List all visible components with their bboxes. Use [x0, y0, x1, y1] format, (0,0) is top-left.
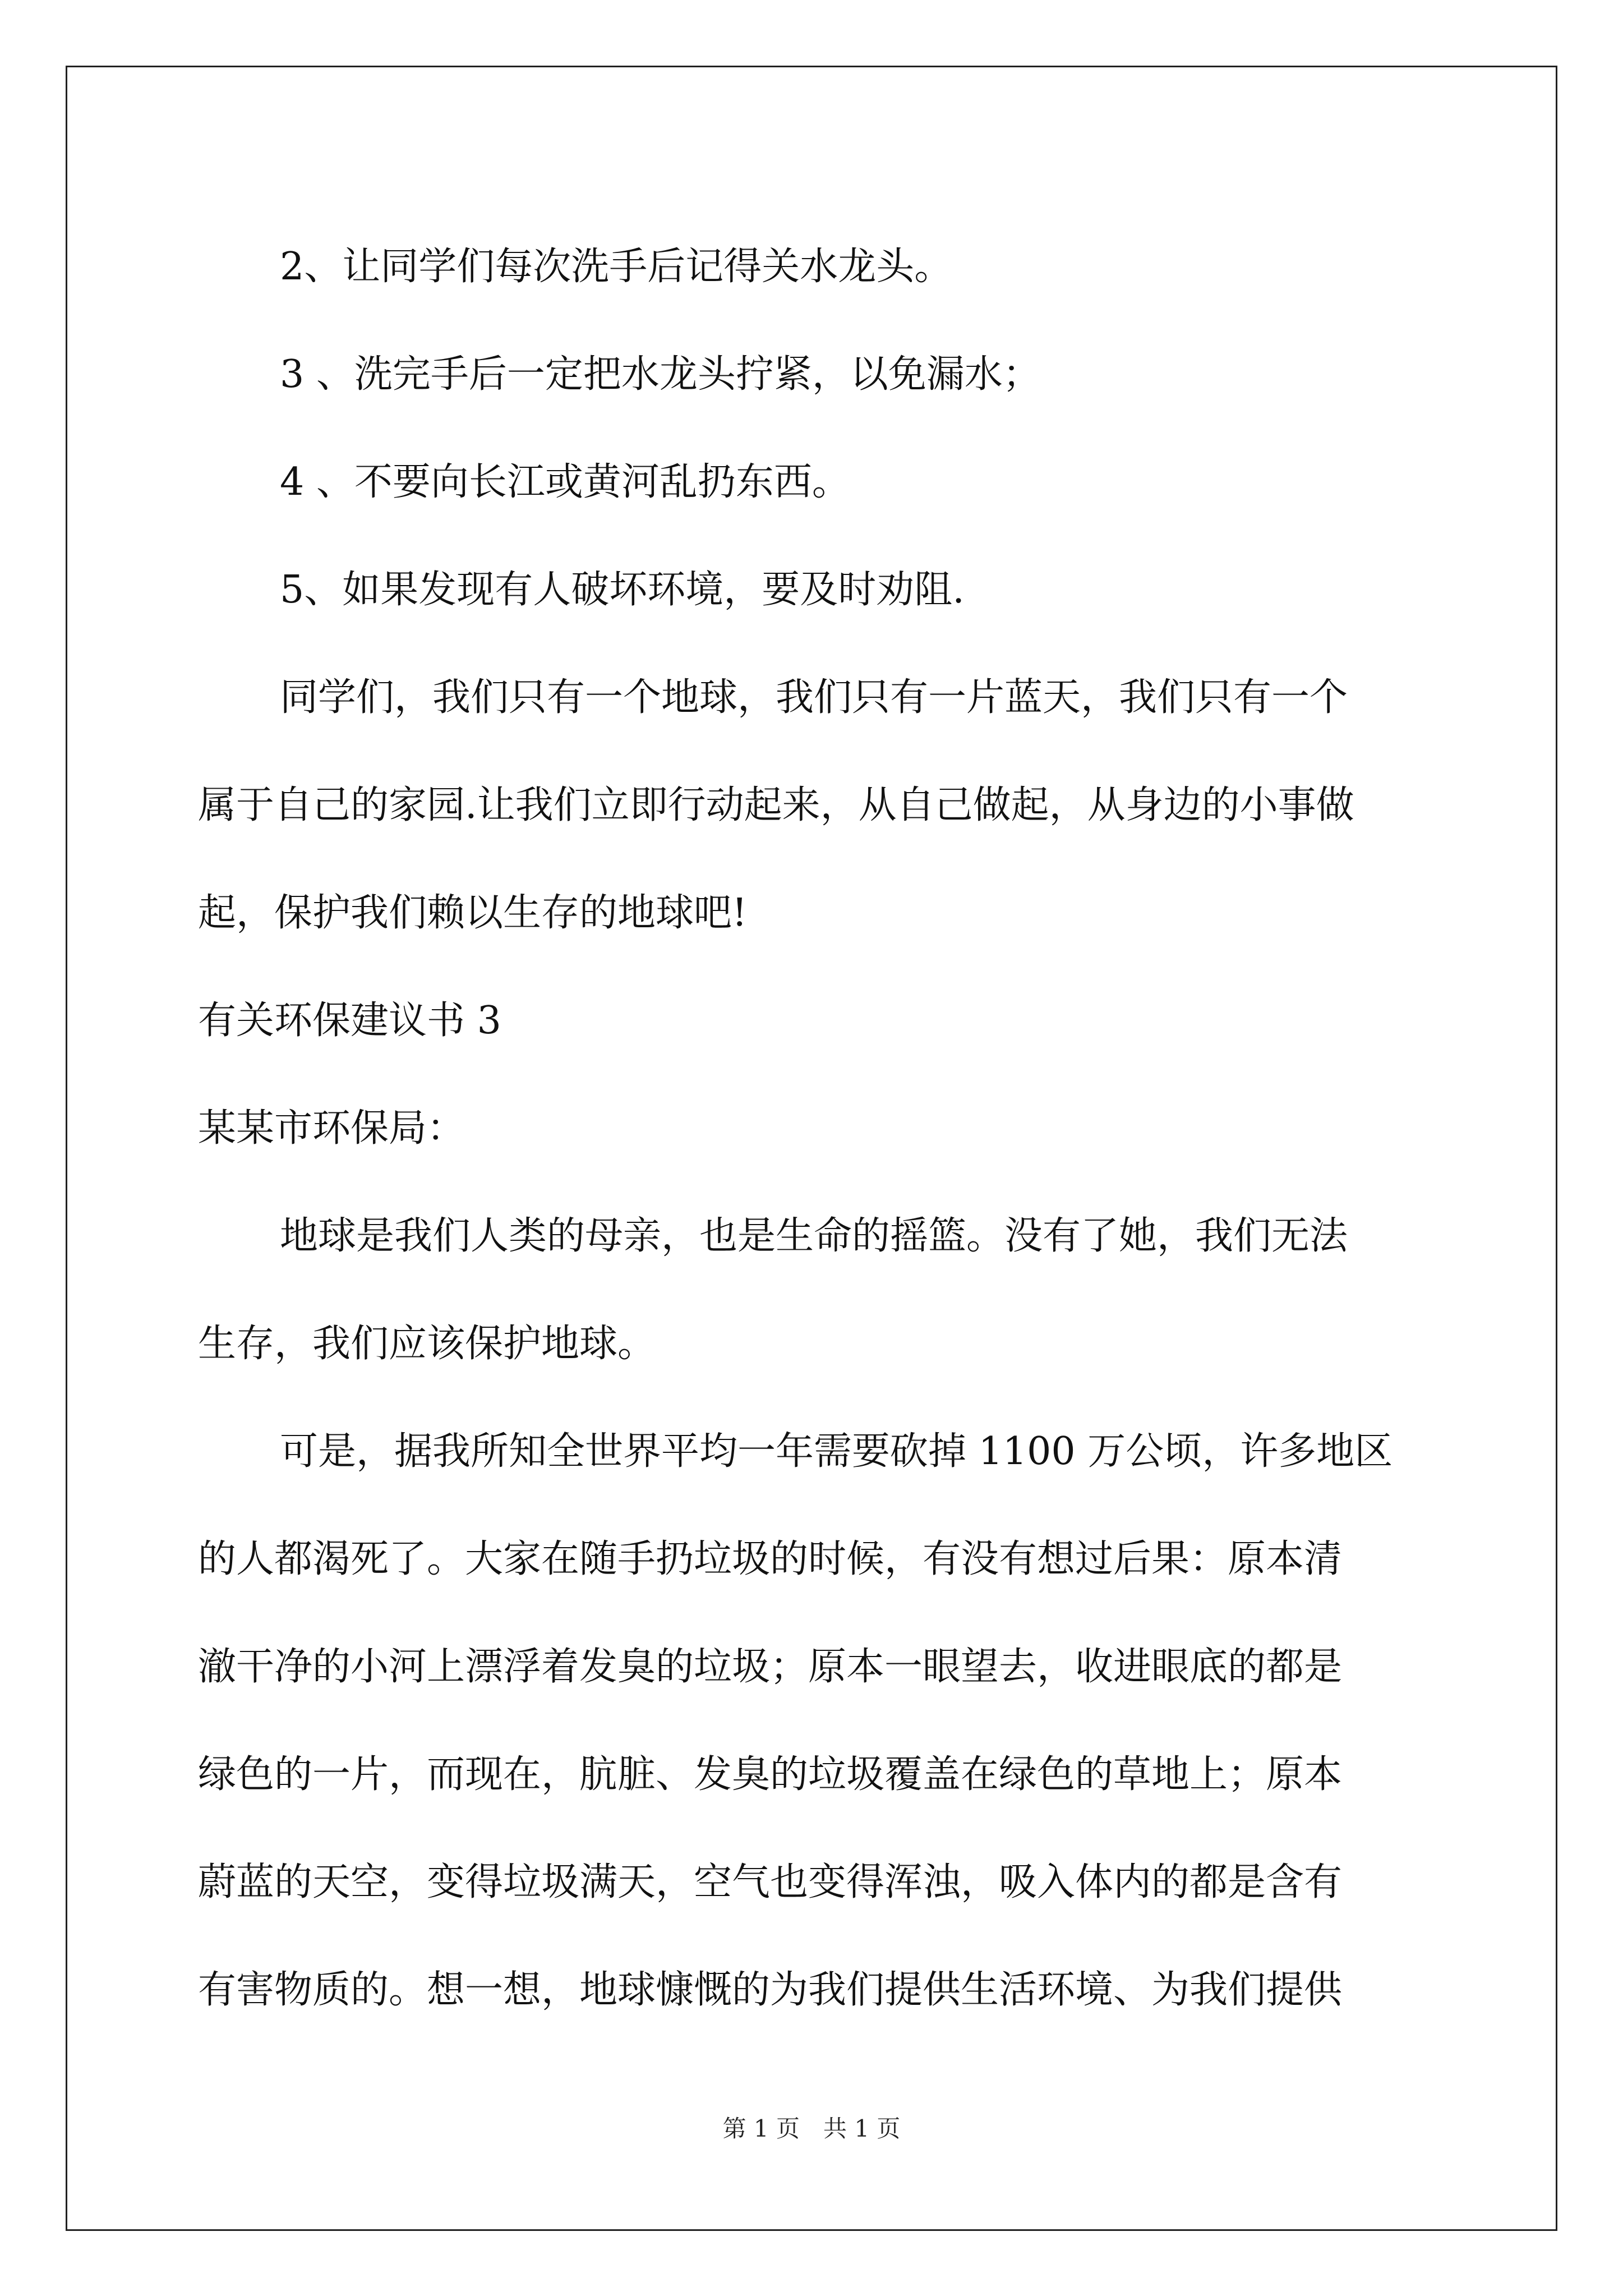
document-body: [198, 213, 1432, 2044]
paragraph-line: 可是，据我所知全世界平均一年需要砍掉 1100 万公顷，许多地区: [280, 1429, 1393, 1474]
page-footer: 第 1 页 共 1 页: [722, 2115, 901, 2142]
list-item-3: 3 、洗完手后一定把水龙头拧紧，以免漏水；: [280, 352, 1041, 397]
paragraph-line: 澈干净的小河上漂浮着发臭的垃圾；原本一眼望去，收进眼底的都是: [198, 1645, 1343, 1689]
salutation: 某某市环保局：: [198, 1106, 465, 1151]
paragraph-line: 起，保护我们赖以生存的地球吧!: [198, 891, 748, 935]
list-item-4: 4 、不要向长江或黄河乱扔东西。: [280, 460, 850, 504]
paragraph-line: 蔚蓝的天空，变得垃圾满天，空气也变得浑浊，吸入体内的都是含有: [198, 1860, 1343, 1904]
paragraph-line: 绿色的一片，而现在，肮脏、发臭的垃圾覆盖在绿色的草地上；原本: [198, 1752, 1343, 1797]
paragraph-line: 生存，我们应该保护地球。: [198, 1322, 656, 1366]
paragraph-line: 的人都渴死了。大家在随手扔垃圾的时候，有没有想过后果：原本清: [198, 1537, 1343, 1581]
paragraph-line: 地球是我们人类的母亲，也是生命的摇篮。没有了她，我们无法: [280, 1214, 1348, 1258]
paragraph-line: 有害物质的。想一想，地球慷慨的为我们提供生活环境、为我们提供: [198, 1968, 1343, 2012]
section-title: 有关环保建议书 3: [198, 999, 501, 1043]
list-item-5: 5、如果发现有人破坏环境，要及时劝阻.: [280, 568, 965, 612]
paragraph-line: 同学们，我们只有一个地球，我们只有一片蓝天，我们只有一个: [280, 675, 1348, 720]
paragraph-line: 属于自己的家园.让我们立即行动起来，从自己做起，从身边的小事做: [198, 783, 1354, 827]
list-item-2: 2、让同学们每次洗手后记得关水龙头。: [280, 245, 953, 289]
